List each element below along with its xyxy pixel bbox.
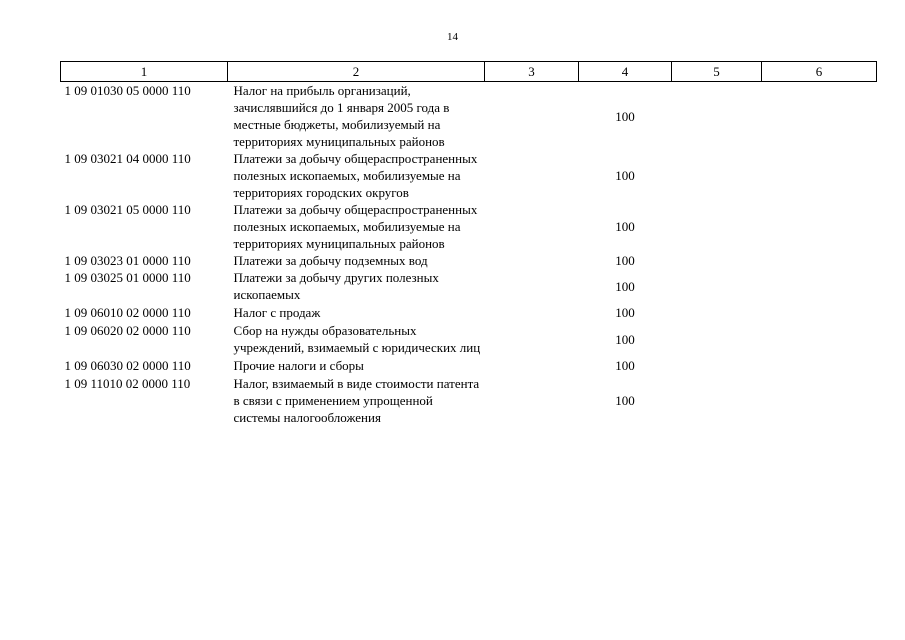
col4-value: 100: [615, 108, 635, 124]
col5-value: [672, 356, 762, 374]
col4-value: 100: [615, 219, 635, 234]
budget-classification-code: 1 09 06030 02 0000 110: [64, 358, 191, 373]
col5-value: [672, 150, 762, 201]
col6-value: [762, 150, 877, 201]
revenue-name: Платежи за добычу общераспространенных полезных ископаемых, мобилизуемые на территориях муниципальных районов: [233, 202, 478, 251]
col3-value: [485, 201, 579, 252]
column-header-3: 3: [485, 62, 579, 82]
budget-classification-code: 1 09 01030 05 0000 110: [64, 83, 191, 98]
col6-value: [762, 82, 877, 151]
table-row: [61, 303, 877, 321]
table-header: [61, 62, 877, 82]
col3-value: [485, 374, 579, 426]
revenue-name: Платежи за добычу общераспространенных полезных ископаемых, мобилизуемые на территориях городских округов: [233, 151, 478, 200]
col6-value: [762, 303, 877, 321]
col6-value: [762, 252, 877, 269]
revenue-name: Платежи за добычу других полезных ископаемых: [233, 270, 439, 302]
col6-value: [762, 201, 877, 252]
budget-classification-code: 1 09 11010 02 0000 110: [64, 376, 191, 391]
budget-classification-code: 1 09 03023 01 0000 110: [64, 253, 191, 268]
table-row: [61, 356, 877, 374]
revenue-name: Налог на прибыль организаций, зачислявшийся до 1 января 2005 года в местные бюджеты, мобилизуемый на территориях муниципальных районов: [233, 83, 450, 149]
col3-value: [485, 150, 579, 201]
column-header-6: 6: [762, 62, 877, 82]
table-row: [61, 374, 877, 426]
col3-value: [485, 321, 579, 356]
revenue-name: Прочие налоги и сборы: [233, 358, 364, 373]
table-row: [61, 201, 877, 252]
budget-classification-code: 1 09 03021 05 0000 110: [64, 202, 191, 217]
revenue-name: Платежи за добычу подземных вод: [233, 253, 428, 268]
col4-value: 100: [615, 331, 635, 347]
col6-value: [762, 321, 877, 356]
table-row: [61, 150, 877, 201]
column-header-5: 5: [672, 62, 762, 82]
revenue-table-container: [60, 61, 876, 426]
column-header-1: 1: [61, 62, 228, 82]
col4-value: 100: [615, 393, 635, 408]
header-row: [61, 62, 877, 82]
col4-value: 100: [615, 305, 635, 320]
col4-value: 100: [615, 253, 635, 268]
col3-value: [485, 356, 579, 374]
col5-value: [672, 303, 762, 321]
column-header-4: 4: [579, 62, 672, 82]
col5-value: [672, 269, 762, 303]
col5-value: [672, 201, 762, 252]
col4-value: 100: [615, 358, 635, 373]
table-body: [61, 82, 877, 427]
col4-value: 100: [615, 168, 635, 183]
col3-value: [485, 269, 579, 303]
table-row: [61, 82, 877, 151]
col6-value: [762, 374, 877, 426]
col3-value: [485, 252, 579, 269]
col5-value: [672, 321, 762, 356]
col5-value: [672, 82, 762, 151]
budget-classification-code: 1 09 03025 01 0000 110: [64, 270, 191, 285]
col5-value: [672, 252, 762, 269]
col5-value: [672, 374, 762, 426]
budget-classification-code: 1 09 06020 02 0000 110: [64, 323, 191, 338]
col3-value: [485, 303, 579, 321]
revenue-name: Налог, взимаемый в виде стоимости патента в связи с применением упрощенной системы налогообложения: [233, 376, 480, 425]
table-row: [61, 321, 877, 356]
table-row: [61, 269, 877, 303]
budget-classification-code: 1 09 03021 04 0000 110: [64, 151, 191, 166]
budget-classification-code: 1 09 06010 02 0000 110: [64, 305, 191, 320]
col4-value: 100: [615, 278, 635, 294]
revenue-name: Налог с продаж: [233, 305, 321, 320]
col6-value: [762, 269, 877, 303]
page-number: 14: [447, 31, 458, 43]
column-header-2: 2: [228, 62, 485, 82]
revenue-table: [60, 61, 877, 426]
col3-value: [485, 82, 579, 151]
revenue-name: Сбор на нужды образовательных учреждений, взимаемый с юридических лиц: [233, 323, 481, 355]
col6-value: [762, 356, 877, 374]
table-row: [61, 252, 877, 269]
